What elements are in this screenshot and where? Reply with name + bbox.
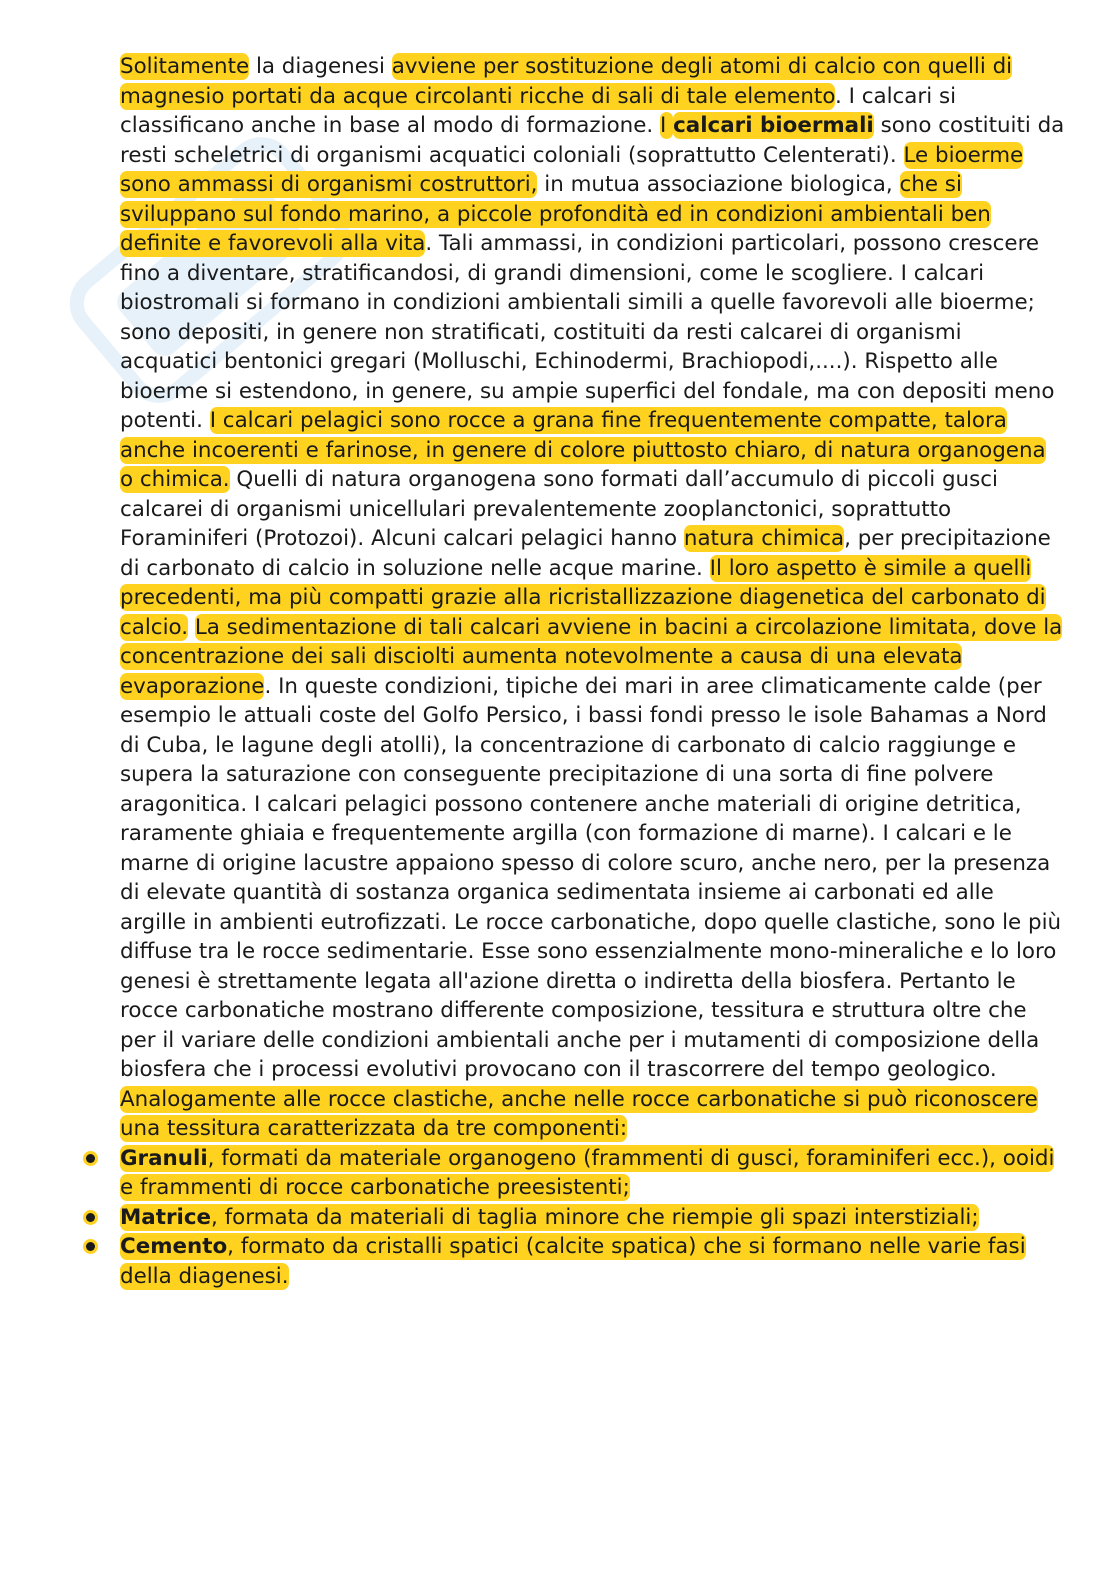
- list-text: , formato da cristalli spatici (calcite spatica) che si formano nelle varie fasi della diagenesi.: [120, 1234, 1026, 1289]
- list-item: [120, 1144, 1065, 1203]
- component-list: [120, 1144, 1065, 1292]
- text-run: la diagenesi: [249, 54, 392, 79]
- highlight: natura chimica: [683, 526, 845, 551]
- bullet-icon: [86, 1154, 95, 1163]
- text-run: [188, 615, 195, 640]
- list-text: , formata da materiali di taglia minore che riempie gli spazi interstiziali;: [211, 1204, 979, 1230]
- highlight: I: [659, 113, 674, 138]
- bullet-icon: [86, 1213, 95, 1222]
- text-run: , per precipitazione di carbonato di calcio in soluzione nelle acque marine.: [120, 526, 1051, 581]
- list-item: [120, 1232, 1065, 1291]
- highlight-bold-term: calcari bioermali: [673, 113, 874, 138]
- list-term: Matrice: [120, 1204, 212, 1230]
- main-paragraph: [120, 52, 1065, 1144]
- list-term: Cemento: [120, 1234, 228, 1259]
- highlight: Le bioerme sono ammassi di organismi costruttori,: [120, 142, 1024, 197]
- highlight: Analogamente alle rocce clastiche, anche nelle rocce carbonatiche si può riconoscere una tessitura caratterizzata da tre componenti:: [120, 1086, 1038, 1141]
- text-run: in mutua associazione biologica,: [537, 172, 900, 197]
- text-run: Quelli di natura organogena sono formati dall’accumulo di piccoli gusci calcarei di organismi unicellulari prevalentemente zooplanctonici, soprattutto Foraminiferi (Protozoi). Alcuni calcari pelagici hanno: [120, 467, 998, 551]
- text-run: sono costituiti da resti scheletrici di organismi acquatici coloniali (soprattutto Celenterati).: [120, 113, 1065, 168]
- document-body: [120, 52, 1065, 1291]
- highlight: La sedimentazione di tali calcari avviene in bacini a circolazione limitata, dove la concentrazione dei sali disciolti aumenta notevolmente a causa di una elevata evaporazione: [120, 614, 1063, 699]
- highlight: I calcari pelagici sono rocce a grana fine frequentemente compatte, talora anche incoerenti e farinose, in genere di colore piuttosto chiaro, di natura organogena o chimica.: [120, 408, 1046, 492]
- list-text: , formati da materiale organogeno (frammenti di gusci, foraminiferi ecc.), ooidi e frammenti di rocce carbonatiche preesistenti;: [120, 1145, 1055, 1200]
- bullet-icon: [86, 1242, 95, 1251]
- list-item: [120, 1203, 1065, 1233]
- highlight: avviene per sostituzione degli atomi di calcio con quelli di magnesio portati da acque circolanti ricche di sali di tale elemento: [120, 54, 1013, 109]
- text-run: . Tali ammassi, in condizioni particolari, possono crescere fino a diventare, stratificandosi, di grandi dimensioni, come le scogliere. I calcari biostromali si formano in condizioni ambientali simili a quelle favorevoli alle bioerme; sono depositi, in genere non stratificati, costituiti da resti calcarei di organismi acquatici bentonici gregari (Molluschi, Echinodermi, Brachiopodi,....). Rispetto alle bioerme si estendono, in genere, su ampie superfici del fondale, ma con depositi meno potenti.: [120, 231, 1055, 433]
- highlight: Il loro aspetto è simile a quelli precedenti, ma più compatti grazie alla ricristallizzazione diagenetica del carbonato di calcio.: [120, 555, 1046, 640]
- text-run: . I calcari si classificano anche in base al modo di formazione.: [120, 83, 957, 138]
- list-term: Granuli: [120, 1145, 208, 1171]
- text-run: . In queste condizioni, tipiche dei mari in aree climaticamente calde (per esempio le attuali coste del Golfo Persico, i bassi fondi presso le isole Bahamas a Nord di Cuba, le lagune degli atolli), la concentrazione di carbonato di calcio raggiunge e supera la saturazione con conseguente precipitazione di una sorta di fine polvere aragonitica. I calcari pelagici possono contenere anche materiali di origine detritica, raramente ghiaia e frequentemente argilla (con formazione di marne). I calcari e le marne di origine lacustre appaiono spesso di colore scuro, anche nero, per la presenza di elevate quantità di sostanza organica sedimentata insieme ai carbonati ed alle argille in ambienti eutrofizzati. Le rocce carbonatiche, dopo quelle clastiche, sono le più diffuse tra le rocce sedimentarie. Esse sono essenzialmente mono-mineraliche e lo loro genesi è strettamente legata all'azione diretta o indiretta della biosfera. Pertanto le rocce carbonatiche mostrano differente composizione, tessitura e struttura oltre che per il variare delle condizioni ambientali anche per i mutamenti di composizione della biosfera che i processi evolutivi provocano con il trascorrere del tempo geologico.: [120, 673, 1062, 1082]
- highlight: Solitamente: [120, 54, 250, 79]
- highlight: che si sviluppano sul fondo marino, a piccole profondità ed in condizioni ambientali ben definite e favorevoli alla vita: [120, 172, 991, 256]
